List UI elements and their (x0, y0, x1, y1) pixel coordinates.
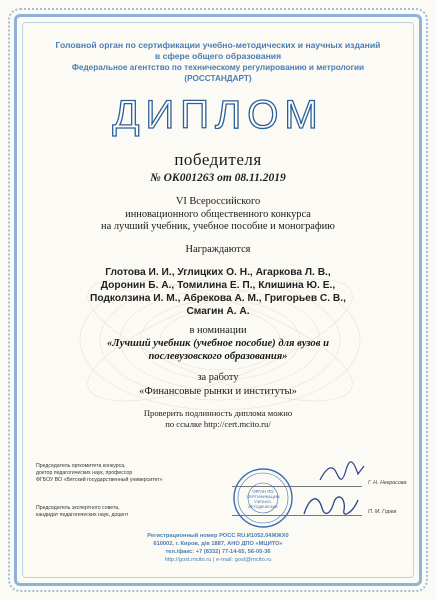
contest-description (20, 196, 416, 234)
diploma-title: ДИПЛОМ (112, 93, 324, 137)
verify-link[interactable]: по ссылке http://cert.mcito.ru/ (165, 419, 271, 429)
contest-line-3: на лучший учебник, учебное пособие и монографию (101, 221, 335, 232)
registration-footer (20, 532, 416, 564)
handwritten-signature-2 (300, 490, 360, 522)
issuer-line-2: в сфере общего образования (154, 51, 282, 61)
stamp-text-2: СЕРТИФИКАЦИИ (246, 494, 280, 499)
names-line-1: Глотова И. И., Углицких О. Н., Агаркова Л. В., (105, 267, 331, 278)
names-line-4: Смагин А. А. (186, 306, 250, 317)
signatory-2-line-1: Председатель экспертного совета, (36, 505, 120, 511)
work-title: «Финансовые рынки и институты» (139, 386, 297, 397)
signatory-1-line-1: Председатель оргкомитета конкурса, (36, 463, 126, 469)
contest-line-2: инновационного общественного конкурса (125, 208, 311, 220)
nomination-label: в номинации (189, 325, 247, 336)
verify-line-1: Проверить подлинность диплома можно (143, 408, 293, 418)
nomination-line-2: послевузовского образования» (148, 351, 288, 362)
footer-links[interactable]: http://gost.mcito.ru | e-mail: gost@mcito.ru (164, 557, 272, 563)
diploma-number: № ОК001263 от 08.11.2019 (150, 172, 286, 184)
issuer-line-1: Головной орган по сертификации учебно-методических и научных изданий (55, 40, 381, 50)
signatory-2-line-2: кандидат педагогических наук, доцент (36, 512, 129, 518)
work-label: за работу (197, 372, 239, 383)
official-stamp (232, 467, 294, 529)
stamp-text-3: УЧЕБНО- (254, 499, 272, 504)
contest-line-1: VI Всероссийского (175, 196, 261, 207)
footer-reg-number: Регистрационный номер РОСС RU.И1052.04ЖЖХ0 (147, 533, 289, 539)
signatory-1-line-2: доктор педагогических наук, профессор (36, 470, 133, 476)
issuer-header (30, 40, 406, 62)
stamp-text-4: МЕТОДИЧЕСКИХ (248, 505, 278, 509)
agency-header (30, 63, 406, 84)
signatory-2-name: П. М. Горев (368, 509, 397, 515)
recipient-names (20, 266, 416, 318)
stamp-text-1: ОРГАН ПО (252, 489, 274, 494)
signatory-2-title (36, 505, 128, 519)
signatory-1-title (36, 463, 162, 484)
agency-line-1: Федеральное агентство по техническому регулированию и метрологии (71, 63, 365, 72)
footer-phone: тел./факс: +7 (8332) 77-14-65, 56-00-36 (165, 549, 271, 555)
nomination-title (20, 337, 416, 363)
footer-address: 610002, г. Киров, д/в 1887, АНО ДПО «МЦИТО» (153, 541, 283, 547)
diploma-subtitle: победителя (174, 150, 262, 169)
handwritten-signature-1 (318, 458, 366, 488)
signatory-1-name: Г. Н. Некрасова (368, 480, 407, 486)
awarded-label: Награждаются (185, 244, 251, 255)
verification-note (20, 408, 416, 430)
names-line-2: Доронин Б. А., Томилина Е. П., Клишина Ю. Е., (100, 280, 336, 291)
agency-line-2: (РОССТАНДАРТ) (184, 73, 252, 83)
nomination-line-1: «Лучший учебник (учебное пособие) для вузов и (107, 338, 329, 349)
names-line-3: Подколзина И. М., Абрекова А. М., Григорьев С. В., (90, 293, 346, 304)
signatory-1-line-3: ФГБОУ ВО «Вятский государственный университет» (36, 477, 163, 483)
